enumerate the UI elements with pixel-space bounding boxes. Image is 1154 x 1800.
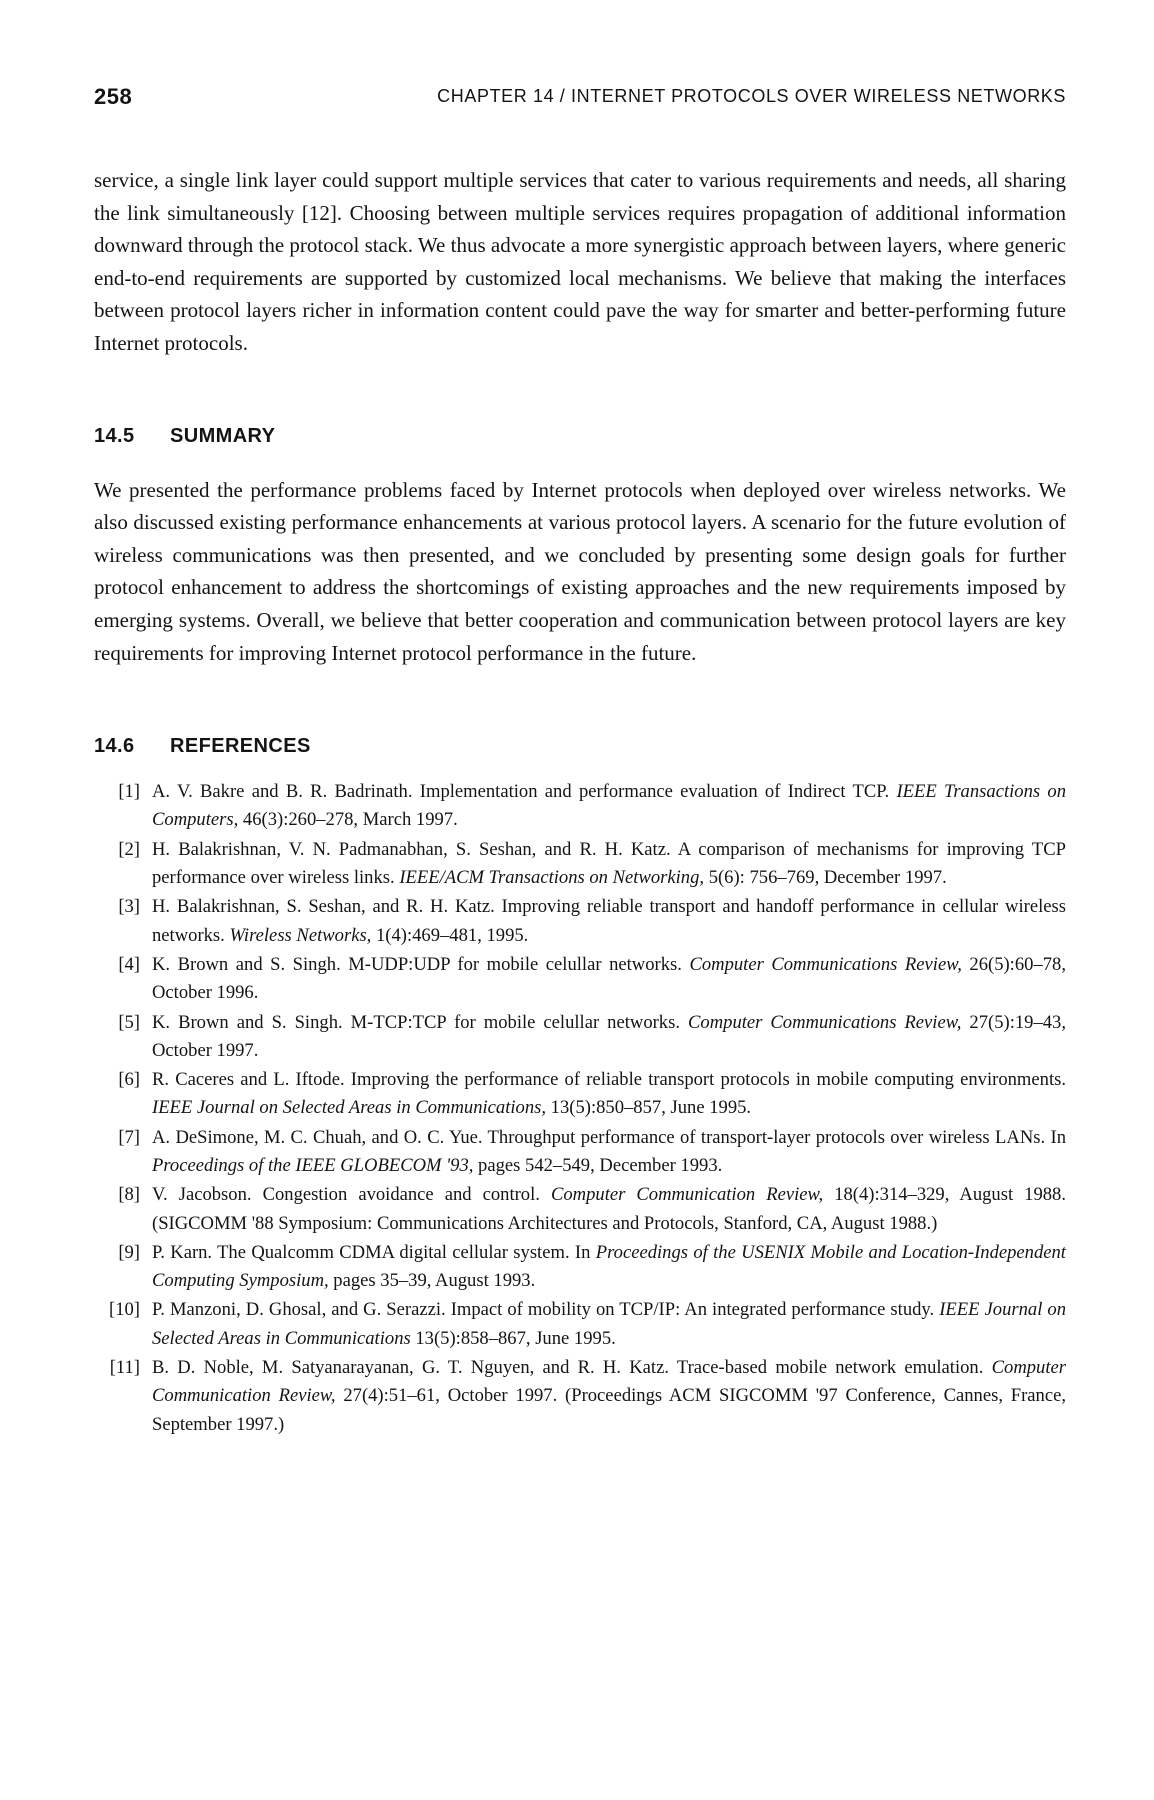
reference-list	[94, 778, 1066, 1439]
references-heading	[94, 735, 1066, 758]
reference-venue: Computer Communications Review,	[689, 953, 962, 975]
reference-details: 46(3):260–278, March 1997.	[238, 809, 458, 831]
page-number: 258	[94, 84, 133, 109]
reference-venue: Computer Communications Review,	[688, 1011, 962, 1033]
reference-label: [10]	[109, 1299, 140, 1321]
summary-section-number: 14.5	[94, 424, 135, 447]
reference-item	[94, 1066, 1066, 1123]
reference-item	[94, 1009, 1066, 1066]
reference-venue: Proceedings of the USENIX Mobile and Location-Independent Computing Symposium,	[152, 1241, 1066, 1292]
reference-text: A. DeSimone, M. C. Chuah, and O. C. Yue. Throughput performance of transport-layer protocols over wireless LANs. In	[152, 1126, 1066, 1148]
reference-label: [4]	[118, 953, 140, 975]
reference-item	[94, 836, 1066, 893]
reference-item	[94, 1354, 1066, 1439]
reference-details: pages 35–39, August 1993.	[328, 1270, 536, 1292]
reference-label: [8]	[118, 1184, 140, 1206]
summary-section-title: SUMMARY	[170, 424, 276, 447]
reference-text: H. Balakrishnan, S. Seshan, and R. H. Katz. Improving reliable transport and handoff performance in cellular wireless networks.	[152, 896, 1066, 946]
reference-label: [6]	[118, 1069, 140, 1091]
reference-venue: IEEE Transactions on Computers,	[152, 781, 1066, 831]
reference-label: [1]	[118, 781, 140, 803]
reference-label: [3]	[118, 896, 140, 918]
reference-text: P. Manzoni, D. Ghosal, and G. Serazzi. Impact of mobility on TCP/IP: An integrated performance study.	[152, 1299, 940, 1321]
reference-details: 18(4):314–329, August 1988. (SIGCOMM '88 Symposium: Communications Architectures and Protocols, Stanford, CA, August 1988.)	[152, 1184, 1066, 1234]
reference-venue: IEEE Journal on Selected Areas in Communications,	[152, 1097, 547, 1119]
running-header	[94, 70, 1066, 110]
reference-details: 1(4):469–481, 1995.	[371, 924, 529, 946]
reference-details: 27(4):51–61, October 1997. (Proceedings ACM SIGCOMM '97 Conference, Cannes, France, September 1997.)	[152, 1385, 1066, 1435]
reference-item	[94, 1239, 1066, 1296]
reference-text: R. Caceres and L. Iftode. Improving the performance of reliable transport protocols in mobile computing environments.	[152, 1069, 1066, 1091]
reference-details: 5(6): 756–769, December 1997.	[704, 867, 947, 889]
reference-item	[94, 893, 1066, 950]
reference-text: B. D. Noble, M. Satyanarayanan, G. T. Nguyen, and R. H. Katz. Trace-based mobile network emulation.	[152, 1357, 992, 1379]
references-section-number: 14.6	[94, 735, 135, 758]
reference-item	[94, 1181, 1066, 1238]
reference-label: [5]	[118, 1011, 140, 1033]
reference-details: 13(5):858–867, June 1995.	[410, 1327, 616, 1349]
reference-venue: IEEE/ACM Transactions on Networking,	[399, 867, 705, 889]
summary-heading	[94, 425, 1066, 448]
chapter-title: CHAPTER 14 / INTERNET PROTOCOLS OVER WIRELESS NETWORKS	[437, 86, 1066, 106]
reference-venue: Computer Communication Review,	[550, 1184, 824, 1206]
reference-venue: Proceedings of the IEEE GLOBECOM '93,	[152, 1154, 474, 1176]
references-section-title: REFERENCES	[170, 735, 311, 758]
reference-text: H. Balakrishnan, V. N. Padmanabhan, S. Seshan, and R. H. Katz. A comparison of mechanisms for improving TCP performance over wireless links.	[152, 838, 1066, 889]
reference-label: [2]	[118, 838, 140, 860]
reference-details: 13(5):850–857, June 1995.	[546, 1097, 752, 1119]
reference-details: pages 542–549, December 1993.	[473, 1154, 723, 1176]
reference-venue: IEEE Journal on Selected Areas in Communications	[152, 1299, 1067, 1349]
reference-text: K. Brown and S. Singh. M-UDP:UDP for mobile celullar networks.	[152, 953, 690, 975]
reference-text: A. V. Bakre and B. R. Badrinath. Implementation and performance evaluation of Indirect TCP.	[152, 781, 897, 803]
reference-details: 27(5):19–43, October 1997.	[152, 1011, 1066, 1061]
reference-label: [7]	[118, 1126, 140, 1148]
reference-label: [9]	[118, 1241, 140, 1263]
reference-text: P. Karn. The Qualcomm CDMA digital cellular system. In	[152, 1241, 596, 1263]
reference-text: V. Jacobson. Congestion avoidance and control.	[152, 1184, 551, 1206]
reference-item	[94, 1124, 1066, 1181]
intro-paragraph: service, a single link layer could support multiple services that cater to various requirements and needs, all sharing the link simultaneously [12]. Choosing between multiple services requires propagation of additional information downward through the protocol stack. We thus advocate a more synergistic approach between layers, where generic end-to-end requirements are supported by customized local mechanisms. We believe that making the interfaces between protocol layers richer in information content could pave the way for smarter and better-performing future Internet protocols.	[94, 168, 1066, 355]
reference-venue: Wireless Networks,	[229, 924, 372, 946]
summary-paragraph: We presented the performance problems faced by Internet protocols when deployed over wireless networks. We also discussed existing performance enhancements at various protocol layers. A scenario for the future evolution of wireless communications was then presented, and we concluded by presenting some design goals for further protocol enhancement to address the shortcomings of existing approaches and the new requirements imposed by emerging systems. Overall, we believe that better cooperation and communication between protocol layers are key requirements for improving Internet protocol performance in the future.	[94, 477, 1066, 665]
reference-label: [11]	[109, 1357, 140, 1379]
reference-venue: Computer Communication Review,	[152, 1357, 1066, 1407]
book-page	[94, 70, 1066, 1440]
reference-item	[94, 778, 1066, 835]
reference-text: K. Brown and S. Singh. M-TCP:TCP for mobile celullar networks.	[152, 1011, 689, 1033]
reference-item	[94, 1296, 1066, 1353]
reference-details: 26(5):60–78, October 1996.	[152, 953, 1066, 1004]
reference-item	[94, 951, 1066, 1008]
